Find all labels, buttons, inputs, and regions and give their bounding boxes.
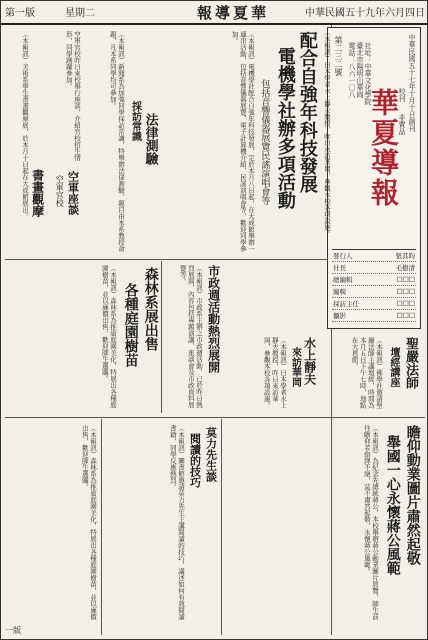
sage-headline: 聖嚴法師: [403, 337, 418, 389]
date-line: 中華民國五十九年六月四日: [305, 8, 425, 19]
reading-headline-2: 閱讀的技巧: [188, 433, 202, 488]
water-detail: （本報訊）日本學者水上靜夫教授，昨日來訪華岡，參觀本校各項設施。: [262, 337, 287, 409]
masthead-info-4: 電話：八六一〇八: [348, 42, 356, 98]
sage-body: （本報訊）佛學社邀請聖嚴法師主講壇經，時間為本月五日下午七時，地點在大恩館。: [350, 337, 383, 409]
books-body: （本報訊）美術系學生書畫觀摩展，於本月十日起在大成館展出。: [21, 31, 29, 220]
lead-headline-2: 電機學社辦多項活動: [274, 47, 296, 209]
masthead-title: 華夏導報: [367, 88, 400, 208]
law-headline: 法律測驗: [142, 113, 158, 165]
page-footer: 一版: [5, 626, 21, 635]
air-force-headline: 空軍座談: [66, 171, 80, 215]
memorial-headline-2: 舉國一心永懷蔣公風範: [384, 435, 401, 575]
air-force-body: 空軍官校昨日來校舉行座談，介紹官校招生情形，同學踴躍參加。: [64, 31, 81, 161]
staff-row: 攝影 □□□: [333, 311, 415, 320]
masthead-info-3: 臺北市陽明山華岡: [356, 42, 364, 98]
column-rule: [101, 419, 102, 635]
issue-number: 第二三二號: [334, 36, 343, 76]
lead-subhead: 包括音響儀器展覽民謠演唱會等: [259, 79, 270, 205]
lead-headline: 配合自強年科技發展: [296, 31, 318, 193]
water-headline: 水上靜夫: [302, 337, 317, 385]
column-rule: [221, 419, 222, 635]
weekday-label: 星期二: [65, 8, 95, 19]
books-headline: 書畫觀摩: [30, 169, 45, 217]
staff-row: 採訪主任 □□□: [333, 299, 415, 308]
staff-row: 編輯 □□□: [333, 287, 415, 296]
page-header: [1, 1, 428, 25]
memorial-body: （本報訊）為紀念先總統蔣公，本校舉辦蔣公動業圖片展覽，師生前往瞻仰者絡繹不絕，莫不肅然起敬，永懷蔣公風範。: [362, 425, 379, 620]
forestry-continued: （本報訊）森林系為推廣庭園美化，特展出各種庭園樹苗，並以廉價出售，歡迎師生選購。: [80, 425, 97, 620]
column-rule: [161, 261, 162, 413]
section-rule: [5, 417, 425, 418]
municipal-headline: 市政週活動熱烈展開: [206, 265, 221, 373]
law-body: （本報訊）新聞系為加強同學採訪常識，特舉辦法律測驗，題目由本系教授命題，凡本系同學均可參加。: [108, 31, 125, 252]
municipal-body: （本報訊）市政系主辦之市政週活動，已於昨日熱烈展開，內容包括專題演講、座談會及市政資料展覽等。: [178, 265, 203, 408]
lead-body: （本報訊）電機學社配合自強年科技發展，定於本月八日起，在大成館舉辦一連串活動，包括音響儀器展覽、電子計算機介紹、民謠演唱會等，歡迎同學參加。: [230, 31, 255, 252]
masthead-info-6: 非賣品: [398, 114, 406, 135]
masthead-info-2: 社址：中華文化學院: [364, 42, 372, 105]
staff-table: [332, 249, 416, 322]
masthead: [327, 27, 421, 329]
masthead-info-1: 中華民國五十七年十月十日創刊: [408, 34, 416, 132]
sheet-label: 第一版: [5, 8, 35, 19]
staff-row: 社長 毛樹清: [333, 264, 415, 272]
water-subhead: 來訪華岡: [289, 347, 301, 387]
sage-subhead: 壇經講座: [388, 347, 399, 387]
law-subhead: 採訪常識: [129, 101, 141, 141]
air-force-subhead: 空軍官校: [55, 175, 65, 207]
staff-row: 發行人 張其昀: [333, 252, 415, 260]
header-title: 報導夏華: [197, 4, 270, 22]
reading-body: （本報訊）圖書館邀請莫力先生主講閱讀的技巧，講述如何有效閱讀書籍，同學反應熱烈。: [168, 425, 185, 620]
masthead-info-5: 校刊: [398, 88, 406, 102]
memorial-headline: 瞻仰動業圖片肅然起敬: [404, 425, 421, 565]
water-body: （本報訊）日本學者水上靜夫教授，昨日來訪華岡，參觀本校各項設施。: [323, 29, 331, 237]
staff-row: 總編輯 □□□: [333, 275, 415, 284]
forestry-headline-2: 各種庭園樹苗: [122, 283, 139, 367]
forestry-body: （本報訊）森林系為推廣庭園美化，特展出各種庭園樹苗，並以廉價出售，歡迎師生選購。: [100, 265, 117, 408]
forestry-headline: 森林系展出售: [142, 267, 159, 351]
section-rule: [5, 259, 331, 260]
reading-headline: 莫力先生談: [204, 427, 218, 482]
